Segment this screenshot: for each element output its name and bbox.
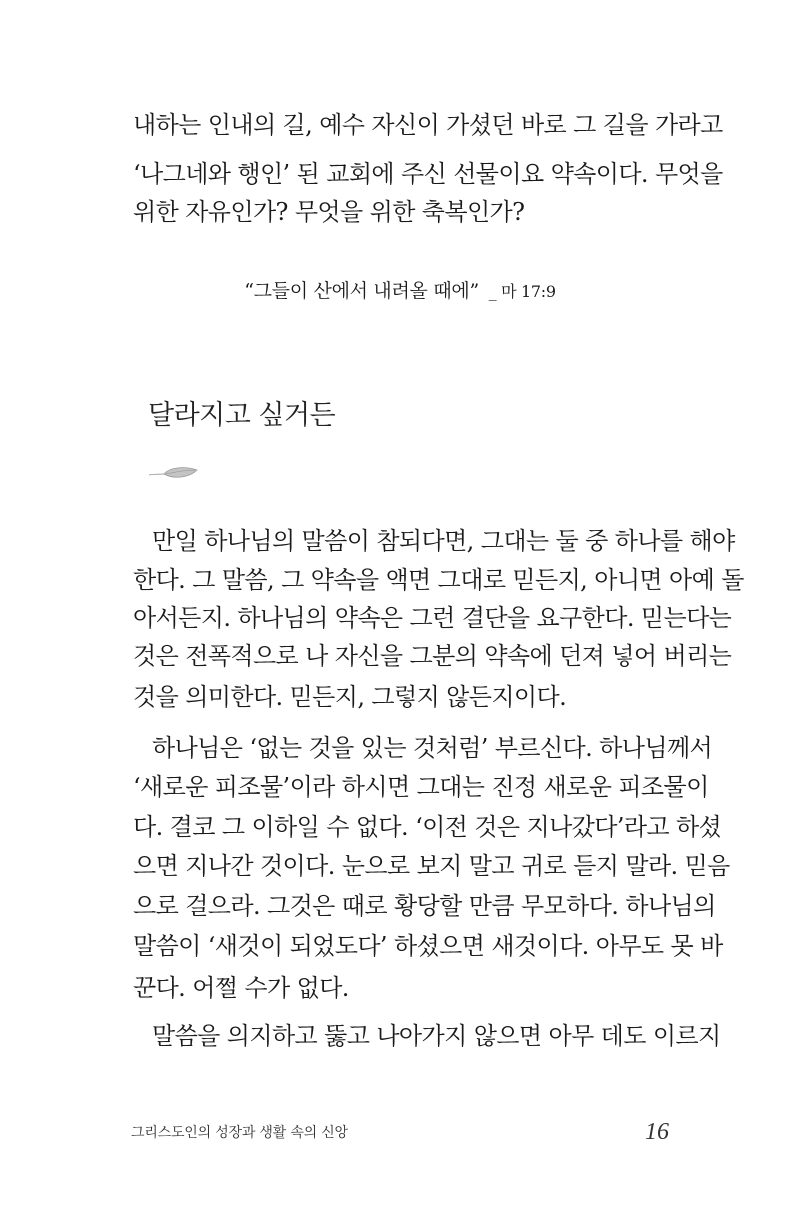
- text-line: 것은 전폭적으로 나 자신을 그분의 약속에 던져 넣어 버리는: [133, 642, 732, 670]
- text-line: 하나님은 ‘없는 것을 있는 것처럼’ 부르신다. 하나님께서: [152, 734, 713, 762]
- text-line: 위한 자유인가? 무엇을 위한 축복인가?: [133, 198, 525, 226]
- scripture-quote: [0, 278, 800, 305]
- text-line: 말씀이 ‘새것이 되었도다’ 하셨으면 새것이다. 아무도 못 바: [133, 932, 723, 960]
- quote-text: “그들이 산에서 내려올 때에”: [244, 280, 479, 302]
- leaf-icon: [147, 464, 199, 484]
- text-line: 아서든지. 하나님의 약속은 그런 결단을 요구한다. 믿는다는: [133, 604, 732, 632]
- text-line: 만일 하나님의 말씀이 참되다면, 그대는 둘 중 하나를 해야: [152, 527, 735, 555]
- text-line: 것을 의미한다. 믿든지, 그렇지 않든지이다.: [133, 683, 567, 711]
- text-line: 으로 걸으라. 그것은 때로 황당할 만큼 무모하다. 하나님의: [133, 892, 716, 920]
- text-line: 꾼다. 어쩔 수가 없다.: [133, 974, 349, 1002]
- text-line: 으면 지나간 것이다. 눈으로 보지 말고 귀로 듣지 말라. 믿음: [133, 852, 730, 880]
- text-line: 다. 결코 그 이하일 수 없다. ‘이전 것은 지나갔다’라고 하셨: [133, 813, 722, 841]
- text-line: 말씀을 의지하고 뚫고 나아가지 않으면 아무 데도 이르지: [152, 1022, 721, 1050]
- text-line: ‘나그네와 행인’ 된 교회에 주신 선물이요 약속이다. 무엇을: [133, 160, 723, 188]
- book-title: 그리스도인의 성장과 생활 속의 신앙: [131, 1125, 348, 1141]
- page-number: 16: [645, 1119, 669, 1145]
- text-line: ‘새로운 피조물’이라 하시면 그대는 진정 새로운 피조물이: [133, 773, 709, 801]
- text-line: 내하는 인내의 길, 예수 자신이 가셨던 바로 그 길을 가라고: [133, 111, 723, 139]
- section-heading: 달라지고 싶거든: [148, 400, 336, 431]
- text-line: 한다. 그 말씀, 그 약속을 액면 그대로 믿든지, 아니면 아예 돌: [133, 566, 744, 594]
- quote-reference: _ 마 17:9: [488, 282, 556, 301]
